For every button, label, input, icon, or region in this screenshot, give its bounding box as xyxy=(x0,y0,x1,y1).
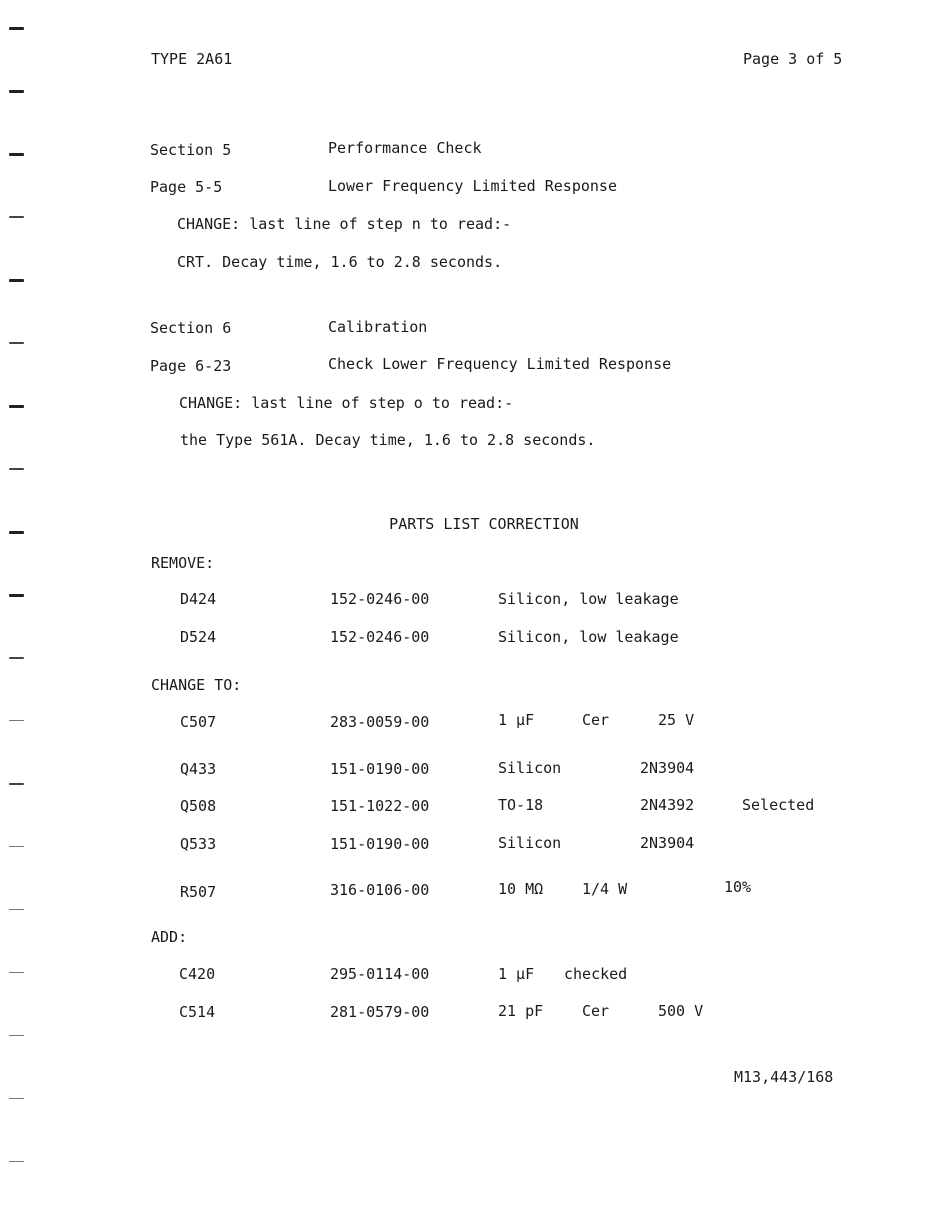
margin-mark xyxy=(9,909,24,910)
part-rating: 1/4 W xyxy=(582,880,628,898)
margin-mark xyxy=(9,1161,24,1162)
part-type-number: 2N3904 xyxy=(640,759,695,777)
part-tolerance: 10% xyxy=(724,878,752,896)
part-ref: C507 xyxy=(180,713,217,731)
part-ref: R507 xyxy=(180,883,217,901)
part-ref: C420 xyxy=(179,965,216,983)
part-type: Cer xyxy=(582,711,610,729)
part-ref: Q433 xyxy=(180,760,217,778)
margin-mark xyxy=(9,720,24,721)
part-description: TO-18 xyxy=(498,796,544,814)
section-title: Performance Check xyxy=(328,139,482,157)
margin-mark xyxy=(9,153,24,156)
margin-mark xyxy=(9,27,24,30)
part-note: Selected xyxy=(742,796,815,814)
margin-mark xyxy=(9,1035,24,1036)
page-title: Check Lower Frequency Limited Response xyxy=(328,355,672,373)
margin-mark xyxy=(9,657,24,659)
section-title: Calibration xyxy=(328,318,428,336)
margin-mark xyxy=(9,972,24,973)
page-number: Page 3 of 5 xyxy=(743,50,843,68)
margin-mark xyxy=(9,342,24,344)
part-ref: Q508 xyxy=(180,797,217,815)
part-number: 281-0579-00 xyxy=(330,1003,430,1021)
margin-mark xyxy=(9,279,24,282)
part-number: 151-0190-00 xyxy=(330,760,430,778)
change-instruction: CHANGE: last line of step n to read:- xyxy=(177,215,512,233)
part-number: 152-0246-00 xyxy=(330,590,430,608)
change-to-label: CHANGE TO: xyxy=(151,676,242,694)
part-type-number: 2N3904 xyxy=(640,834,695,852)
part-type: Cer xyxy=(582,1002,610,1020)
part-rating: 25 V xyxy=(658,711,695,729)
part-description: Silicon, low leakage xyxy=(498,628,679,646)
part-value: 1 µF xyxy=(498,711,535,729)
part-number: 316-0106-00 xyxy=(330,881,430,899)
part-ref: D524 xyxy=(180,628,217,646)
parts-list-title: PARTS LIST CORRECTION xyxy=(389,515,579,533)
page-label: Page 5-5 xyxy=(150,178,223,196)
part-value: 1 µF xyxy=(498,965,535,983)
document-type: TYPE 2A61 xyxy=(151,50,233,68)
change-instruction: CHANGE: last line of step o to read:- xyxy=(179,394,514,412)
remove-label: REMOVE: xyxy=(151,554,215,572)
margin-mark xyxy=(9,783,24,785)
part-number: 151-0190-00 xyxy=(330,835,430,853)
margin-mark xyxy=(9,846,24,847)
part-ref: Q533 xyxy=(180,835,217,853)
part-type-number: 2N4392 xyxy=(640,796,695,814)
part-ref: D424 xyxy=(180,590,217,608)
margin-mark xyxy=(9,468,24,470)
margin-mark xyxy=(9,1098,24,1099)
section-label: Section 6 xyxy=(150,319,232,337)
margin-mark xyxy=(9,90,24,93)
part-number: 151-1022-00 xyxy=(330,797,430,815)
part-value: 21 pF xyxy=(498,1002,544,1020)
part-description: checked xyxy=(564,965,628,983)
part-description: Silicon, low leakage xyxy=(498,590,679,608)
part-number: 283-0059-00 xyxy=(330,713,430,731)
add-label: ADD: xyxy=(151,928,188,946)
margin-mark xyxy=(9,594,24,597)
margin-mark xyxy=(9,216,24,218)
replacement-text: CRT. Decay time, 1.6 to 2.8 seconds. xyxy=(177,253,503,271)
part-description: Silicon xyxy=(498,834,562,852)
replacement-text: the Type 561A. Decay time, 1.6 to 2.8 seconds. xyxy=(180,431,596,449)
part-rating: 500 V xyxy=(658,1002,704,1020)
margin-mark xyxy=(9,405,24,408)
part-number: 152-0246-00 xyxy=(330,628,430,646)
part-ref: C514 xyxy=(179,1003,216,1021)
document-code: M13,443/168 xyxy=(734,1068,834,1086)
page-label: Page 6-23 xyxy=(150,357,232,375)
part-description: Silicon xyxy=(498,759,562,777)
section-label: Section 5 xyxy=(150,141,232,159)
part-number: 295-0114-00 xyxy=(330,965,430,983)
part-value: 10 MΩ xyxy=(498,880,544,898)
page-title: Lower Frequency Limited Response xyxy=(328,177,617,195)
